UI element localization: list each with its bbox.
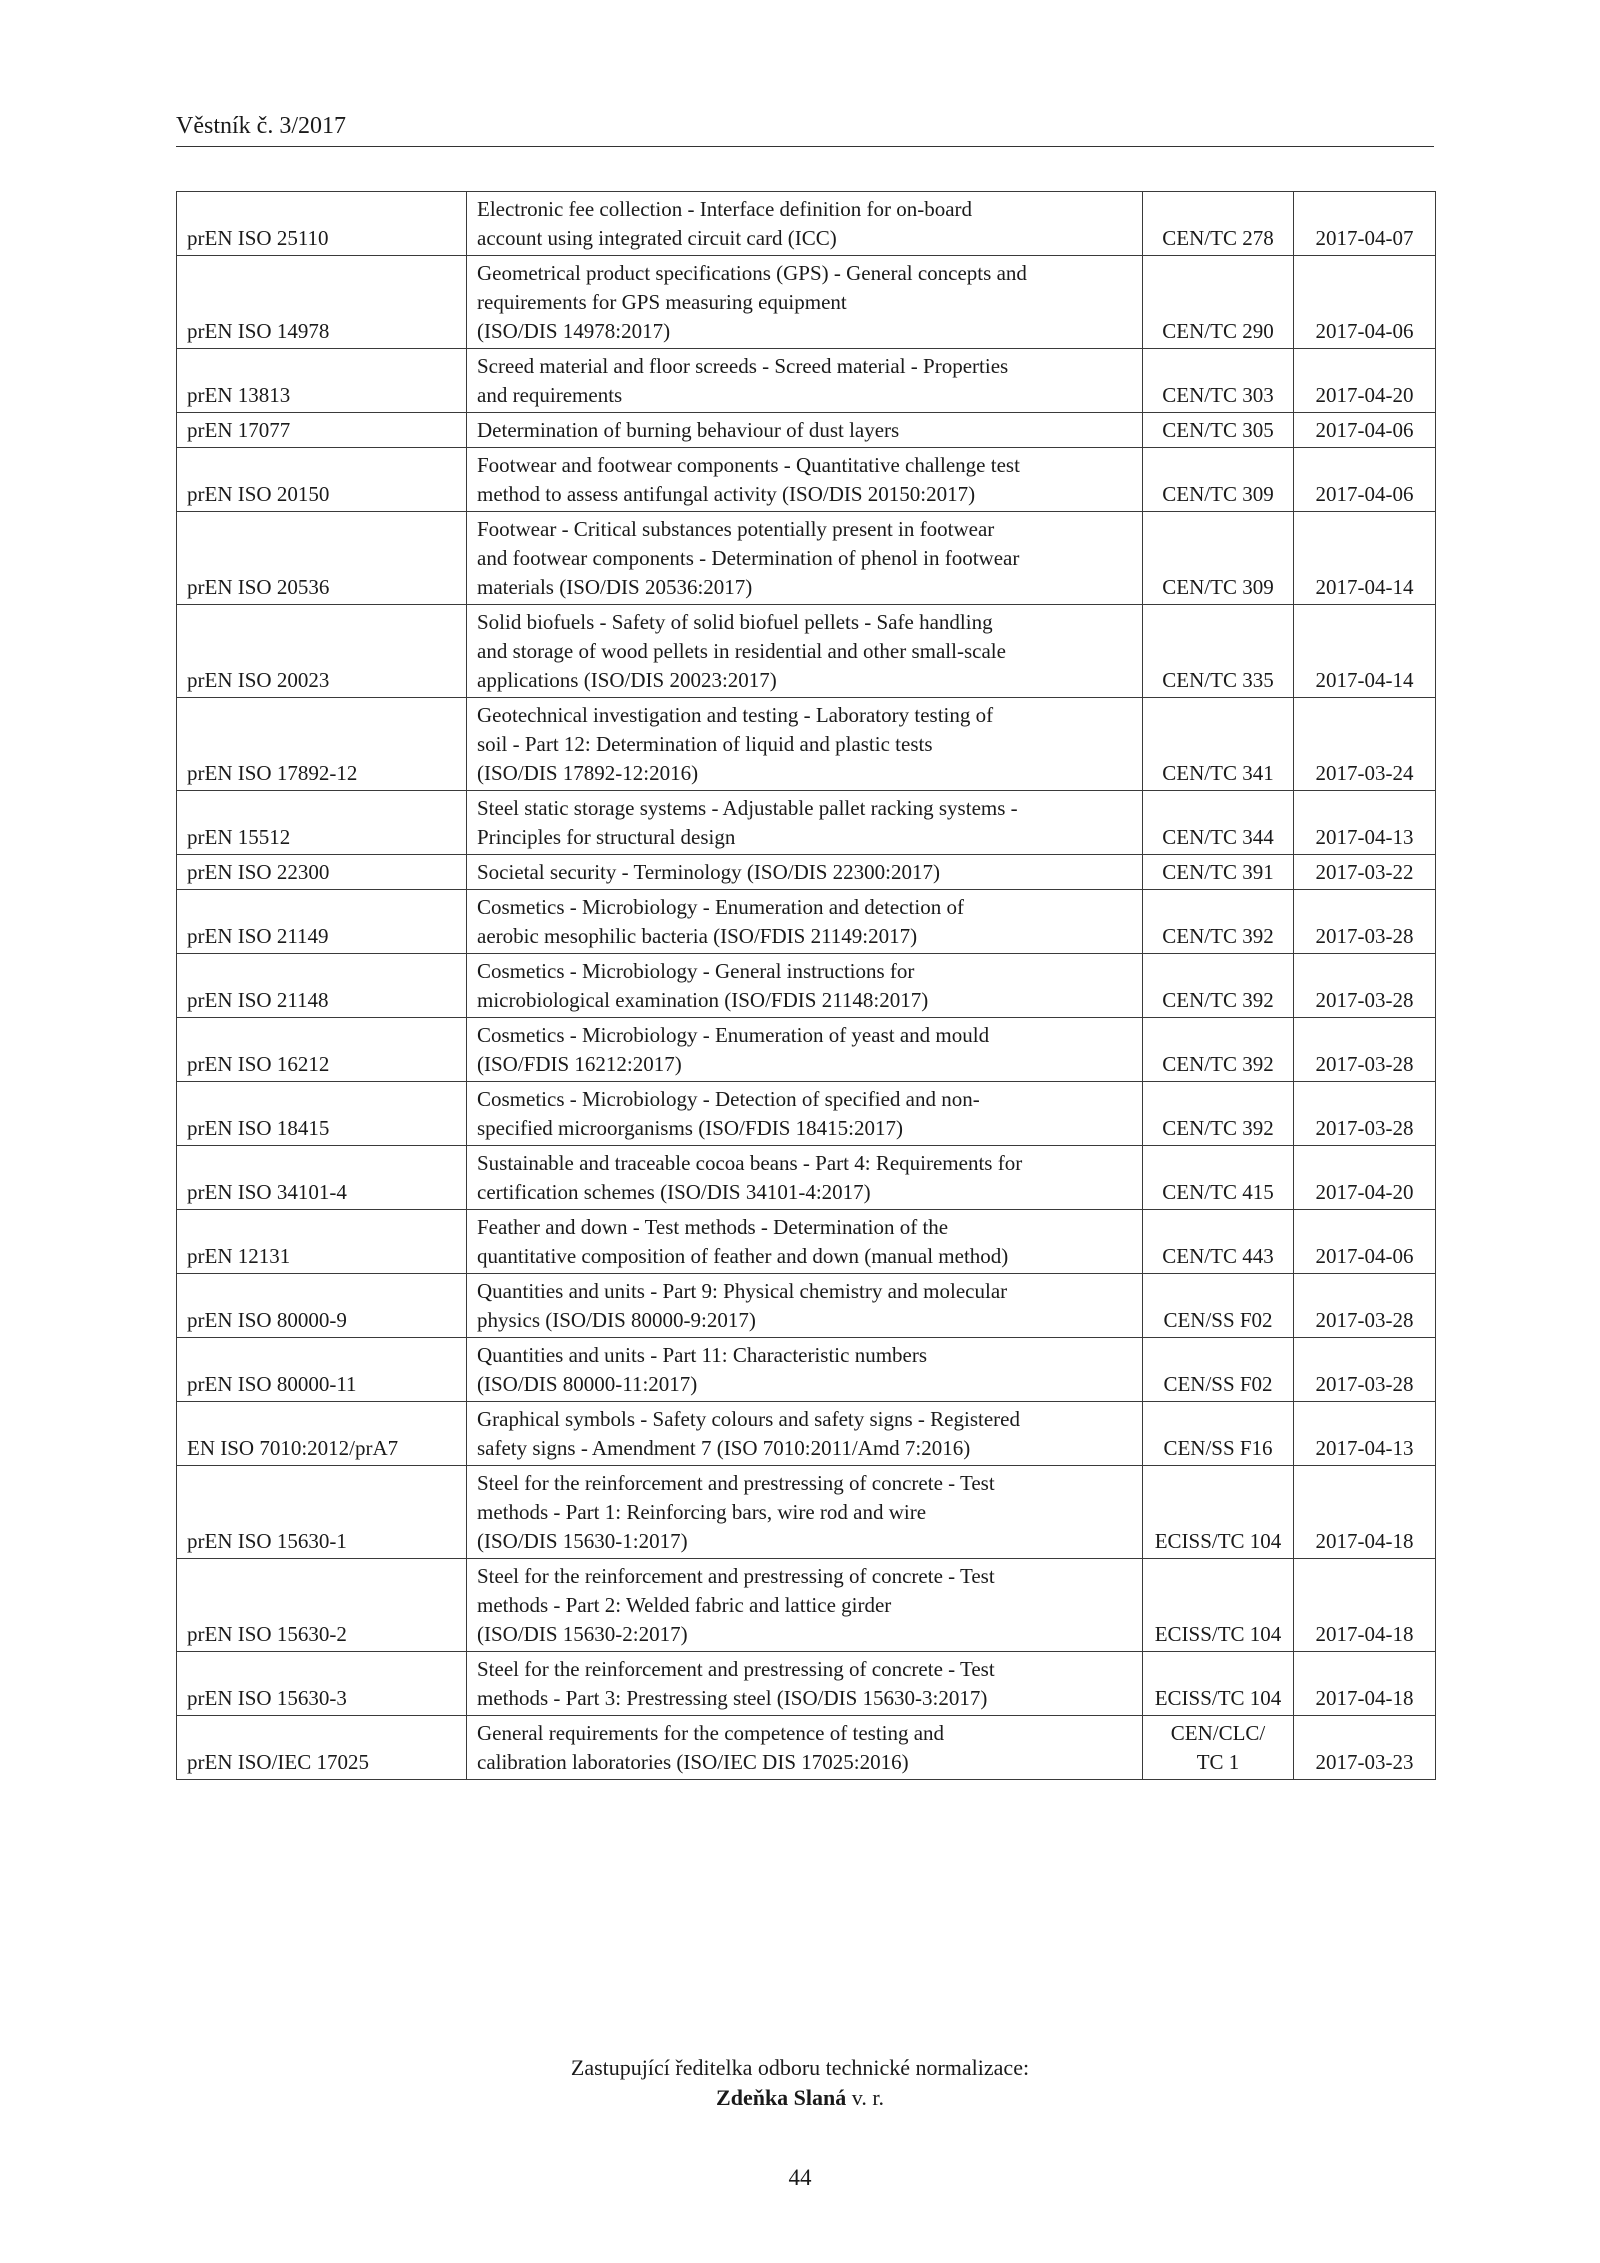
standard-title: Geotechnical investigation and testing - Laboratory testing of soil - Part 12: Determination of liquid and plastic tests (ISO/DIS 17892-12:2016) xyxy=(467,698,1143,791)
standard-code: prEN ISO 20023 xyxy=(177,605,467,698)
table-row xyxy=(177,890,1436,954)
deadline-date: 2017-04-13 xyxy=(1294,791,1436,855)
deadline-date: 2017-04-06 xyxy=(1294,256,1436,349)
table-row xyxy=(177,413,1436,448)
standard-code: prEN ISO 22300 xyxy=(177,855,467,890)
standard-title: Steel for the reinforcement and prestressing of concrete - Test methods - Part 3: Prestressing steel (ISO/DIS 15630-3:2017) xyxy=(467,1652,1143,1716)
standard-code: prEN ISO 15630-2 xyxy=(177,1559,467,1652)
page-number: 44 xyxy=(788,2165,812,2190)
table-row xyxy=(177,1082,1436,1146)
deadline-date: 2017-04-06 xyxy=(1294,448,1436,512)
table-row xyxy=(177,256,1436,349)
standard-title: Geometrical product specifications (GPS) - General concepts and requirements for GPS measuring equipment (ISO/DIS 14978:2017) xyxy=(467,256,1143,349)
table-row xyxy=(177,1338,1436,1402)
table-row xyxy=(177,1466,1436,1559)
standard-code: prEN ISO 16212 xyxy=(177,1018,467,1082)
standards-table xyxy=(176,191,1436,1780)
standard-code: prEN 12131 xyxy=(177,1210,467,1274)
table-row xyxy=(177,1716,1436,1780)
standard-title: Steel static storage systems - Adjustable pallet racking systems - Principles for structural design xyxy=(467,791,1143,855)
standard-code: prEN ISO 15630-1 xyxy=(177,1466,467,1559)
deadline-date: 2017-04-13 xyxy=(1294,1402,1436,1466)
technical-committee: CEN/TC 290 xyxy=(1143,256,1294,349)
table-row xyxy=(177,1652,1436,1716)
table-row xyxy=(177,1146,1436,1210)
standard-title: Determination of burning behaviour of dust layers xyxy=(467,413,1143,448)
deadline-date: 2017-04-20 xyxy=(1294,349,1436,413)
signatory-role: Zastupující ředitelka odboru technické normalizace: xyxy=(570,2055,1030,2080)
signatory-name: Zdeňka Slaná xyxy=(716,2085,847,2110)
standard-code: prEN ISO 21149 xyxy=(177,890,467,954)
table-row xyxy=(177,605,1436,698)
technical-committee: CEN/TC 392 xyxy=(1143,1082,1294,1146)
standard-title: Cosmetics - Microbiology - Enumeration of yeast and mould (ISO/FDIS 16212:2017) xyxy=(467,1018,1143,1082)
technical-committee: CEN/SS F02 xyxy=(1143,1338,1294,1402)
standard-code: prEN 15512 xyxy=(177,791,467,855)
journal-title: Věstník č. 3/2017 xyxy=(176,113,346,139)
standard-title: Electronic fee collection - Interface definition for on-board account using integrated circuit card (ICC) xyxy=(467,192,1143,256)
standard-code: EN ISO 7010:2012/prA7 xyxy=(177,1402,467,1466)
table-row xyxy=(177,512,1436,605)
page-header xyxy=(176,112,1434,147)
technical-committee: CEN/TC 392 xyxy=(1143,954,1294,1018)
standard-title: Feather and down - Test methods - Determination of the quantitative composition of feather and down (manual method) xyxy=(467,1210,1143,1274)
table-row xyxy=(177,349,1436,413)
standard-title: Cosmetics - Microbiology - General instructions for microbiological examination (ISO/FDIS 21148:2017) xyxy=(467,954,1143,1018)
standard-title: Solid biofuels - Safety of solid biofuel pellets - Safe handling and storage of wood pellets in residential and other small-scale applications (ISO/DIS 20023:2017) xyxy=(467,605,1143,698)
deadline-date: 2017-04-18 xyxy=(1294,1652,1436,1716)
standard-code: prEN ISO 15630-3 xyxy=(177,1652,467,1716)
standard-code: prEN ISO 20536 xyxy=(177,512,467,605)
technical-committee: CEN/TC 391 xyxy=(1143,855,1294,890)
standard-title: Footwear and footwear components - Quantitative challenge test method to assess antifungal activity (ISO/DIS 20150:2017) xyxy=(467,448,1143,512)
standard-title: Sustainable and traceable cocoa beans - Part 4: Requirements for certification schemes (ISO/DIS 34101-4:2017) xyxy=(467,1146,1143,1210)
deadline-date: 2017-03-28 xyxy=(1294,1274,1436,1338)
technical-committee: CEN/TC 309 xyxy=(1143,448,1294,512)
signatory-line xyxy=(0,2083,1600,2113)
standard-title: Cosmetics - Microbiology - Enumeration and detection of aerobic mesophilic bacteria (ISO/FDIS 21149:2017) xyxy=(467,890,1143,954)
technical-committee: CEN/TC 309 xyxy=(1143,512,1294,605)
technical-committee: CEN/TC 335 xyxy=(1143,605,1294,698)
standard-code: prEN ISO 80000-9 xyxy=(177,1274,467,1338)
technical-committee: CEN/CLC/ TC 1 xyxy=(1143,1716,1294,1780)
deadline-date: 2017-03-28 xyxy=(1294,954,1436,1018)
table-row xyxy=(177,1559,1436,1652)
technical-committee: CEN/TC 344 xyxy=(1143,791,1294,855)
table-row xyxy=(177,954,1436,1018)
table-row xyxy=(177,192,1436,256)
standards-table-body xyxy=(177,192,1436,1780)
deadline-date: 2017-04-18 xyxy=(1294,1559,1436,1652)
deadline-date: 2017-04-14 xyxy=(1294,512,1436,605)
technical-committee: CEN/SS F02 xyxy=(1143,1274,1294,1338)
deadline-date: 2017-03-28 xyxy=(1294,1082,1436,1146)
deadline-date: 2017-03-28 xyxy=(1294,1018,1436,1082)
deadline-date: 2017-04-18 xyxy=(1294,1466,1436,1559)
standard-code: prEN ISO 34101-4 xyxy=(177,1146,467,1210)
standard-title: Graphical symbols - Safety colours and safety signs - Registered safety signs - Amendment 7 (ISO 7010:2011/Amd 7:2016) xyxy=(467,1402,1143,1466)
deadline-date: 2017-03-24 xyxy=(1294,698,1436,791)
technical-committee: CEN/TC 392 xyxy=(1143,1018,1294,1082)
standard-code: prEN ISO 18415 xyxy=(177,1082,467,1146)
technical-committee: CEN/TC 341 xyxy=(1143,698,1294,791)
standard-code: prEN ISO 20150 xyxy=(177,448,467,512)
technical-committee: CEN/TC 443 xyxy=(1143,1210,1294,1274)
technical-committee: CEN/TC 305 xyxy=(1143,413,1294,448)
signatory-suffix: v. r. xyxy=(846,2085,884,2110)
standard-code: prEN ISO 17892-12 xyxy=(177,698,467,791)
standard-code: prEN 13813 xyxy=(177,349,467,413)
table-row xyxy=(177,791,1436,855)
table-row xyxy=(177,1402,1436,1466)
technical-committee: ECISS/TC 104 xyxy=(1143,1466,1294,1559)
deadline-date: 2017-04-06 xyxy=(1294,1210,1436,1274)
deadline-date: 2017-03-22 xyxy=(1294,855,1436,890)
deadline-date: 2017-04-07 xyxy=(1294,192,1436,256)
technical-committee: CEN/TC 415 xyxy=(1143,1146,1294,1210)
table-row xyxy=(177,1274,1436,1338)
table-row xyxy=(177,1018,1436,1082)
deadline-date: 2017-04-14 xyxy=(1294,605,1436,698)
deadline-date: 2017-04-20 xyxy=(1294,1146,1436,1210)
technical-committee: CEN/TC 278 xyxy=(1143,192,1294,256)
standard-code: prEN ISO 21148 xyxy=(177,954,467,1018)
technical-committee: CEN/SS F16 xyxy=(1143,1402,1294,1466)
technical-committee: CEN/TC 303 xyxy=(1143,349,1294,413)
standard-title: Steel for the reinforcement and prestressing of concrete - Test methods - Part 2: Welded fabric and lattice girder (ISO/DIS 15630-2:2017) xyxy=(467,1559,1143,1652)
standard-title: Quantities and units - Part 11: Characteristic numbers (ISO/DIS 80000-11:2017) xyxy=(467,1338,1143,1402)
standard-title: Screed material and floor screeds - Screed material - Properties and requirements xyxy=(467,349,1143,413)
standard-title: Steel for the reinforcement and prestressing of concrete - Test methods - Part 1: Reinforcing bars, wire rod and wire (ISO/DIS 15630-1:2017) xyxy=(467,1466,1143,1559)
standard-code: prEN ISO/IEC 17025 xyxy=(177,1716,467,1780)
standard-code: prEN ISO 80000-11 xyxy=(177,1338,467,1402)
table-row xyxy=(177,1210,1436,1274)
standard-code: prEN 17077 xyxy=(177,413,467,448)
standard-code: prEN ISO 14978 xyxy=(177,256,467,349)
technical-committee: ECISS/TC 104 xyxy=(1143,1652,1294,1716)
table-row xyxy=(177,855,1436,890)
deadline-date: 2017-04-06 xyxy=(1294,413,1436,448)
technical-committee: CEN/TC 392 xyxy=(1143,890,1294,954)
standard-title: Cosmetics - Microbiology - Detection of specified and non- specified microorganisms (ISO/FDIS 18415:2017) xyxy=(467,1082,1143,1146)
table-row xyxy=(177,448,1436,512)
standard-title: General requirements for the competence of testing and calibration laboratories (ISO/IEC DIS 17025:2016) xyxy=(467,1716,1143,1780)
standard-title: Footwear - Critical substances potentially present in footwear and footwear components - Determination of phenol in footwear materials (ISO/DIS 20536:2017) xyxy=(467,512,1143,605)
deadline-date: 2017-03-28 xyxy=(1294,890,1436,954)
technical-committee: ECISS/TC 104 xyxy=(1143,1559,1294,1652)
signature-block xyxy=(0,2053,1600,2113)
deadline-date: 2017-03-23 xyxy=(1294,1716,1436,1780)
standard-title: Societal security - Terminology (ISO/DIS 22300:2017) xyxy=(467,855,1143,890)
deadline-date: 2017-03-28 xyxy=(1294,1338,1436,1402)
standard-code: prEN ISO 25110 xyxy=(177,192,467,256)
standard-title: Quantities and units - Part 9: Physical chemistry and molecular physics (ISO/DIS 80000-9:2017) xyxy=(467,1274,1143,1338)
table-row xyxy=(177,698,1436,791)
